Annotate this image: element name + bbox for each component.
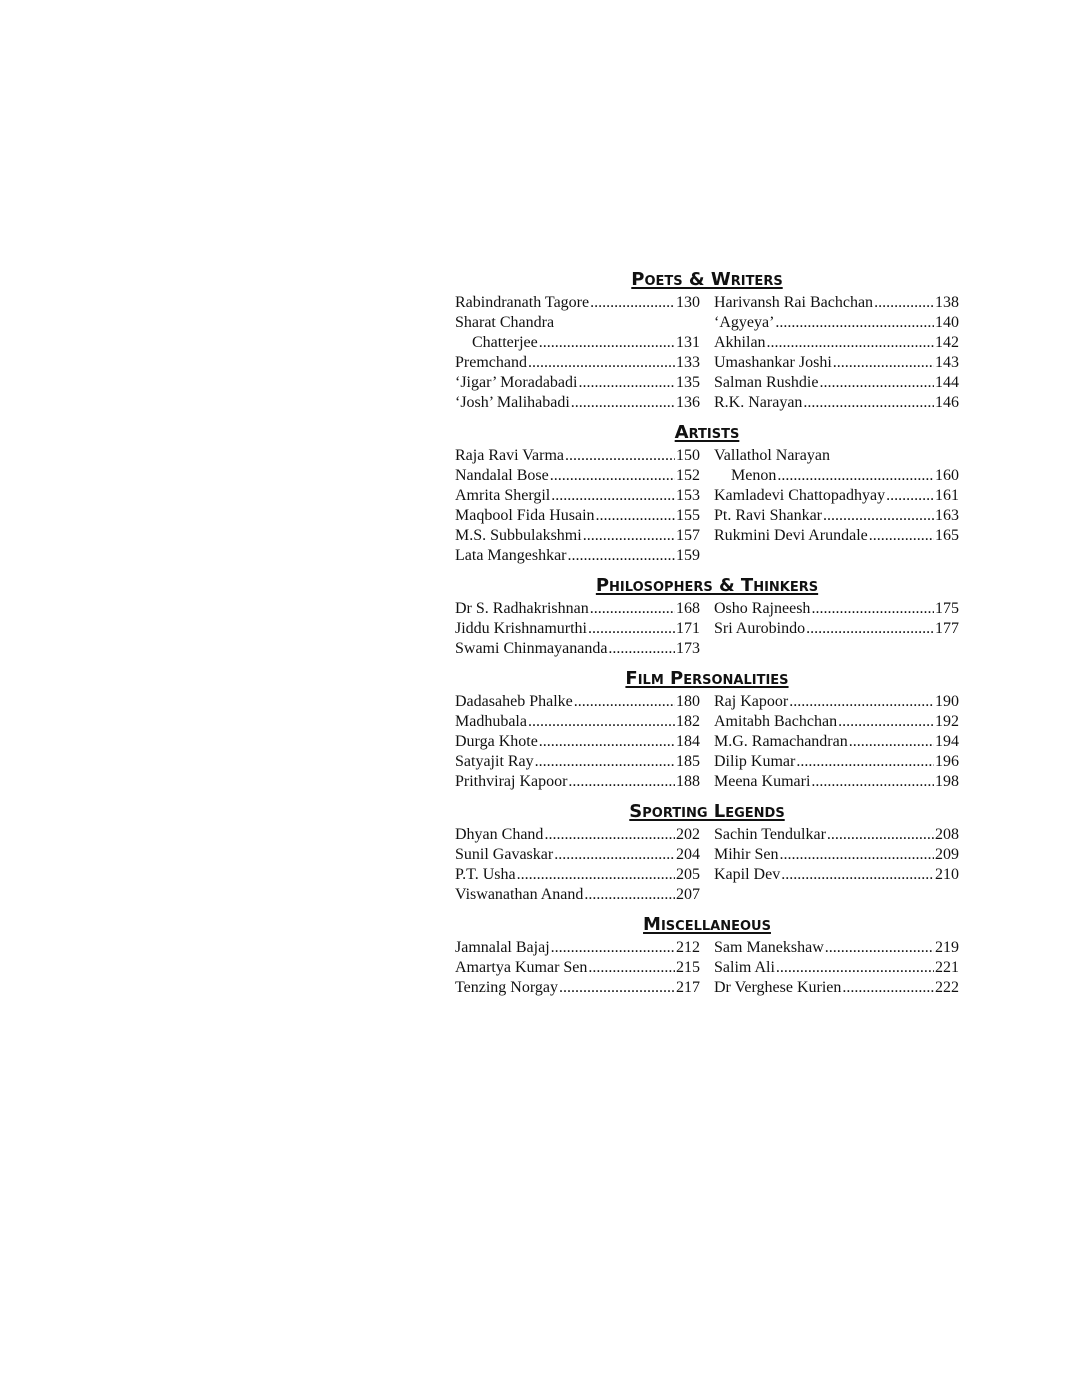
toc-entry[interactable] — [714, 466, 959, 486]
toc-entry[interactable] — [455, 712, 700, 732]
entry-page-number: 153 — [676, 487, 700, 504]
entry-page-number: 222 — [935, 979, 959, 996]
toc-entry[interactable] — [714, 772, 959, 792]
section-columns — [455, 692, 959, 792]
entry-page-number: 185 — [676, 753, 700, 770]
entry-name: Jamnalal Bajaj — [455, 939, 550, 956]
entry-page-number: 143 — [935, 354, 959, 371]
toc-entry[interactable] — [714, 293, 959, 313]
leader-dots — [528, 712, 675, 732]
entry-name: P.T. Usha — [455, 866, 516, 883]
leader-dots — [825, 938, 934, 958]
entry-name: Durga Khote — [455, 733, 538, 750]
toc-entry[interactable] — [714, 599, 959, 619]
leader-dots — [803, 393, 934, 413]
section-title — [455, 423, 959, 443]
toc-entry[interactable] — [455, 373, 700, 393]
entry-page-number: 171 — [676, 620, 700, 637]
leader-dots — [535, 752, 675, 772]
entry-page-number: 146 — [935, 394, 959, 411]
toc-entry[interactable] — [714, 712, 959, 732]
entry-page-number: 136 — [676, 394, 700, 411]
entry-page-number: 196 — [935, 753, 959, 770]
entry-page-number: 165 — [935, 527, 959, 544]
toc-section — [455, 915, 959, 998]
entry-name: R.K. Narayan — [714, 394, 803, 411]
entry-page-number: 210 — [935, 866, 959, 883]
toc-entry[interactable] — [455, 393, 700, 413]
entry-page-number: 192 — [935, 713, 959, 730]
entry-name: Prithviraj Kapoor — [455, 773, 568, 790]
entry-name: Sachin Tendulkar — [714, 826, 826, 843]
leader-dots — [568, 772, 675, 792]
entry-name: Dadasaheb Phalke — [455, 693, 573, 710]
entry-name: Chatterjee — [472, 334, 538, 351]
section-columns — [455, 938, 959, 998]
toc-entry[interactable] — [714, 958, 959, 978]
entry-page-number: 152 — [676, 467, 700, 484]
toc-entry[interactable] — [455, 845, 700, 865]
leader-dots — [578, 373, 675, 393]
leader-dots — [796, 752, 934, 772]
entry-name: Menon — [731, 467, 777, 484]
toc-entry[interactable] — [455, 692, 700, 712]
toc-entry[interactable] — [455, 938, 700, 958]
entry-page-number: 150 — [676, 447, 700, 464]
leader-dots — [827, 825, 934, 845]
toc-entry[interactable] — [455, 546, 700, 566]
column-right — [714, 692, 959, 792]
toc-entry[interactable] — [455, 333, 700, 353]
entry-page-number: 190 — [935, 693, 959, 710]
section-title-text: Philosophers & Thinkers — [595, 575, 819, 596]
entry-page-number: 202 — [676, 826, 700, 843]
toc-entry[interactable] — [455, 619, 700, 639]
toc-entry[interactable] — [714, 313, 959, 333]
entry-name: Mihir Sen — [714, 846, 779, 863]
entry-name: Sunil Gavaskar — [455, 846, 554, 863]
entry-name: Dhyan Chand — [455, 826, 544, 843]
leader-dots — [596, 506, 675, 526]
toc-entry[interactable] — [455, 639, 700, 659]
leader-dots — [811, 599, 934, 619]
entry-page-number: 205 — [676, 866, 700, 883]
toc-section — [455, 669, 959, 802]
entry-page-number: 130 — [676, 294, 700, 311]
toc-entry[interactable] — [714, 978, 959, 998]
toc-section — [455, 423, 959, 576]
leader-dots — [590, 599, 675, 619]
toc-entry[interactable] — [455, 486, 700, 506]
toc-entry[interactable] — [714, 732, 959, 752]
section-title — [455, 915, 959, 935]
toc-entry[interactable] — [714, 752, 959, 772]
toc-entry[interactable] — [714, 393, 959, 413]
section-title — [455, 576, 959, 596]
leader-dots — [528, 353, 675, 373]
entry-page-number: 173 — [676, 640, 700, 657]
section-columns — [455, 446, 959, 566]
entry-name: Maqbool Fida Husain — [455, 507, 595, 524]
toc-entry[interactable] — [714, 353, 959, 373]
entry-name: Kapil Dev — [714, 866, 781, 883]
entry-name: Sri Aurobindo — [714, 620, 806, 637]
entry-name: Raja Ravi Varma — [455, 447, 565, 464]
leader-dots — [776, 958, 934, 978]
entry-name: Lata Mangeshkar — [455, 547, 567, 564]
toc-entry[interactable] — [455, 825, 700, 845]
entry-page-number: 184 — [676, 733, 700, 750]
entry-page-number: 157 — [676, 527, 700, 544]
column-right — [714, 938, 959, 998]
column-right — [714, 825, 959, 905]
toc-entry[interactable] — [455, 885, 700, 905]
toc-entry[interactable] — [455, 466, 700, 486]
entry-page-number: 198 — [935, 773, 959, 790]
section-columns — [455, 825, 959, 905]
toc-entry[interactable] — [714, 446, 959, 466]
leader-dots — [574, 692, 675, 712]
leader-dots — [551, 486, 675, 506]
toc-entry[interactable] — [455, 958, 700, 978]
entry-name: Dr S. Radhakrishnan — [455, 600, 589, 617]
toc-section — [455, 802, 959, 915]
section-columns — [455, 599, 959, 659]
column-left — [455, 692, 700, 792]
leader-dots — [874, 293, 934, 313]
entry-name: Dr Verghese Kurien — [714, 979, 842, 996]
toc-section — [455, 576, 959, 669]
entry-page-number: 138 — [935, 294, 959, 311]
entry-name: Amartya Kumar Sen — [455, 959, 588, 976]
leader-dots — [823, 506, 934, 526]
toc-entry[interactable] — [455, 526, 700, 546]
section-title-text: Sporting Legends — [629, 801, 785, 822]
entry-page-number: 194 — [935, 733, 959, 750]
entry-page-number: 155 — [676, 507, 700, 524]
leader-dots — [789, 692, 934, 712]
entry-page-number: 175 — [935, 600, 959, 617]
entry-name: Rukmini Devi Arundale — [714, 527, 868, 544]
leader-dots — [539, 333, 675, 353]
entry-page-number: 144 — [935, 374, 959, 391]
leader-dots — [544, 825, 675, 845]
entry-name: ‘Jigar’ Moradabadi — [455, 374, 578, 391]
leader-dots — [554, 845, 675, 865]
toc-entry[interactable] — [455, 446, 700, 466]
leader-dots — [886, 486, 934, 506]
leader-dots — [777, 466, 934, 486]
column-left — [455, 938, 700, 998]
column-right — [714, 446, 959, 566]
toc-entry[interactable] — [455, 506, 700, 526]
entry-name: M.S. Subbulakshmi — [455, 527, 582, 544]
entry-name: Akhilan — [714, 334, 766, 351]
section-title — [455, 270, 959, 290]
toc-entry[interactable] — [455, 752, 700, 772]
entry-name: ‘Agyeya’ — [714, 314, 775, 331]
section-title — [455, 669, 959, 689]
entry-page-number: 209 — [935, 846, 959, 863]
entry-name: Viswanathan Anand — [455, 886, 584, 903]
entry-name: Harivansh Rai Bachchan — [714, 294, 874, 311]
entry-page-number: 219 — [935, 939, 959, 956]
entry-name: Swami Chinmayananda — [455, 640, 608, 657]
entry-name: Amitabh Bachchan — [714, 713, 838, 730]
toc-entry[interactable] — [455, 293, 700, 313]
column-left — [455, 293, 700, 413]
entry-name: Dilip Kumar — [714, 753, 796, 770]
toc-entry[interactable] — [714, 526, 959, 546]
leader-dots — [819, 373, 934, 393]
section-title-text: Poets & Writers — [631, 269, 783, 290]
entry-page-number: 131 — [676, 334, 700, 351]
toc-entry[interactable] — [455, 599, 700, 619]
leader-dots — [849, 732, 934, 752]
leader-dots — [842, 978, 934, 998]
entry-name: Raj Kapoor — [714, 693, 789, 710]
leader-dots — [568, 546, 675, 566]
toc-entry[interactable] — [714, 692, 959, 712]
entry-name: ‘Josh’ Malihabadi — [455, 394, 570, 411]
entry-page-number: 177 — [935, 620, 959, 637]
section-title — [455, 802, 959, 822]
leader-dots — [588, 958, 675, 978]
leader-dots — [833, 353, 934, 373]
entry-page-number: 159 — [676, 547, 700, 564]
toc-entry[interactable] — [714, 373, 959, 393]
entry-name: Rabindranath Tagore — [455, 294, 590, 311]
toc-entry[interactable] — [714, 333, 959, 353]
leader-dots — [608, 639, 675, 659]
leader-dots — [781, 865, 934, 885]
entry-name: Salim Ali — [714, 959, 775, 976]
entry-name: Premchand — [455, 354, 527, 371]
entry-page-number: 207 — [676, 886, 700, 903]
column-right — [714, 599, 959, 659]
entry-page-number: 142 — [935, 334, 959, 351]
table-of-contents — [455, 270, 959, 998]
entry-name: Nandalal Bose — [455, 467, 549, 484]
leader-dots — [584, 885, 675, 905]
entry-name: Kamladevi Chattopadhyay — [714, 487, 886, 504]
entry-name: Salman Rushdie — [714, 374, 819, 391]
column-left — [455, 446, 700, 566]
leader-dots — [838, 712, 934, 732]
entry-page-number: 161 — [935, 487, 959, 504]
entry-name: Satyajit Ray — [455, 753, 534, 770]
column-left — [455, 825, 700, 905]
leader-dots — [779, 845, 934, 865]
entry-page-number: 188 — [676, 773, 700, 790]
entry-page-number: 208 — [935, 826, 959, 843]
leader-dots — [565, 446, 675, 466]
leader-dots — [588, 619, 675, 639]
entry-name: M.G. Ramachandran — [714, 733, 848, 750]
leader-dots — [811, 772, 934, 792]
leader-dots — [551, 938, 675, 958]
section-title-text: Miscellaneous — [643, 914, 771, 935]
leader-dots — [869, 526, 934, 546]
entry-name: Tenzing Norgay — [455, 979, 558, 996]
leader-dots — [517, 865, 675, 885]
leader-dots — [775, 313, 934, 333]
toc-entry[interactable] — [714, 506, 959, 526]
toc-entry[interactable] — [714, 825, 959, 845]
entry-name: Jiddu Krishnamurthi — [455, 620, 587, 637]
entry-name: Pt. Ravi Shankar — [714, 507, 822, 524]
toc-entry[interactable] — [455, 865, 700, 885]
entry-name: Meena Kumari — [714, 773, 811, 790]
toc-entry[interactable] — [455, 313, 700, 333]
toc-entry[interactable] — [714, 486, 959, 506]
entry-page-number: 180 — [676, 693, 700, 710]
entry-page-number: 163 — [935, 507, 959, 524]
toc-entry[interactable] — [714, 845, 959, 865]
column-left — [455, 599, 700, 659]
entry-name: Umashankar Joshi — [714, 354, 832, 371]
toc-entry[interactable] — [714, 619, 959, 639]
entry-page-number: 140 — [935, 314, 959, 331]
entry-page-number: 217 — [676, 979, 700, 996]
entry-page-number: 212 — [676, 939, 700, 956]
leader-dots — [806, 619, 934, 639]
entry-page-number: 204 — [676, 846, 700, 863]
leader-dots — [767, 333, 934, 353]
entry-name: Sharat Chandra — [455, 314, 555, 331]
toc-entry[interactable] — [455, 772, 700, 792]
column-right — [714, 293, 959, 413]
entry-name: Amrita Shergil — [455, 487, 551, 504]
leader-dots — [559, 978, 675, 998]
entry-name: Madhubala — [455, 713, 527, 730]
leader-dots — [550, 466, 675, 486]
toc-section — [455, 270, 959, 423]
toc-entry[interactable] — [455, 978, 700, 998]
section-title-text: Artists — [674, 422, 740, 443]
entry-page-number: 221 — [935, 959, 959, 976]
leader-dots — [583, 526, 675, 546]
toc-entry[interactable] — [714, 865, 959, 885]
toc-entry[interactable] — [714, 938, 959, 958]
entry-page-number: 168 — [676, 600, 700, 617]
entry-page-number: 182 — [676, 713, 700, 730]
entry-name: Vallathol Narayan — [714, 447, 830, 464]
leader-dots — [539, 732, 675, 752]
entry-name: Sam Manekshaw — [714, 939, 824, 956]
section-columns — [455, 293, 959, 413]
toc-entry[interactable] — [455, 732, 700, 752]
leader-dots — [590, 293, 675, 313]
entry-page-number: 135 — [676, 374, 700, 391]
leader-dots — [571, 393, 675, 413]
entry-name: Osho Rajneesh — [714, 600, 811, 617]
section-title-text: Film Personalities — [625, 668, 789, 689]
entry-page-number: 215 — [676, 959, 700, 976]
entry-page-number: 133 — [676, 354, 700, 371]
toc-entry[interactable] — [455, 353, 700, 373]
entry-page-number: 160 — [935, 467, 959, 484]
